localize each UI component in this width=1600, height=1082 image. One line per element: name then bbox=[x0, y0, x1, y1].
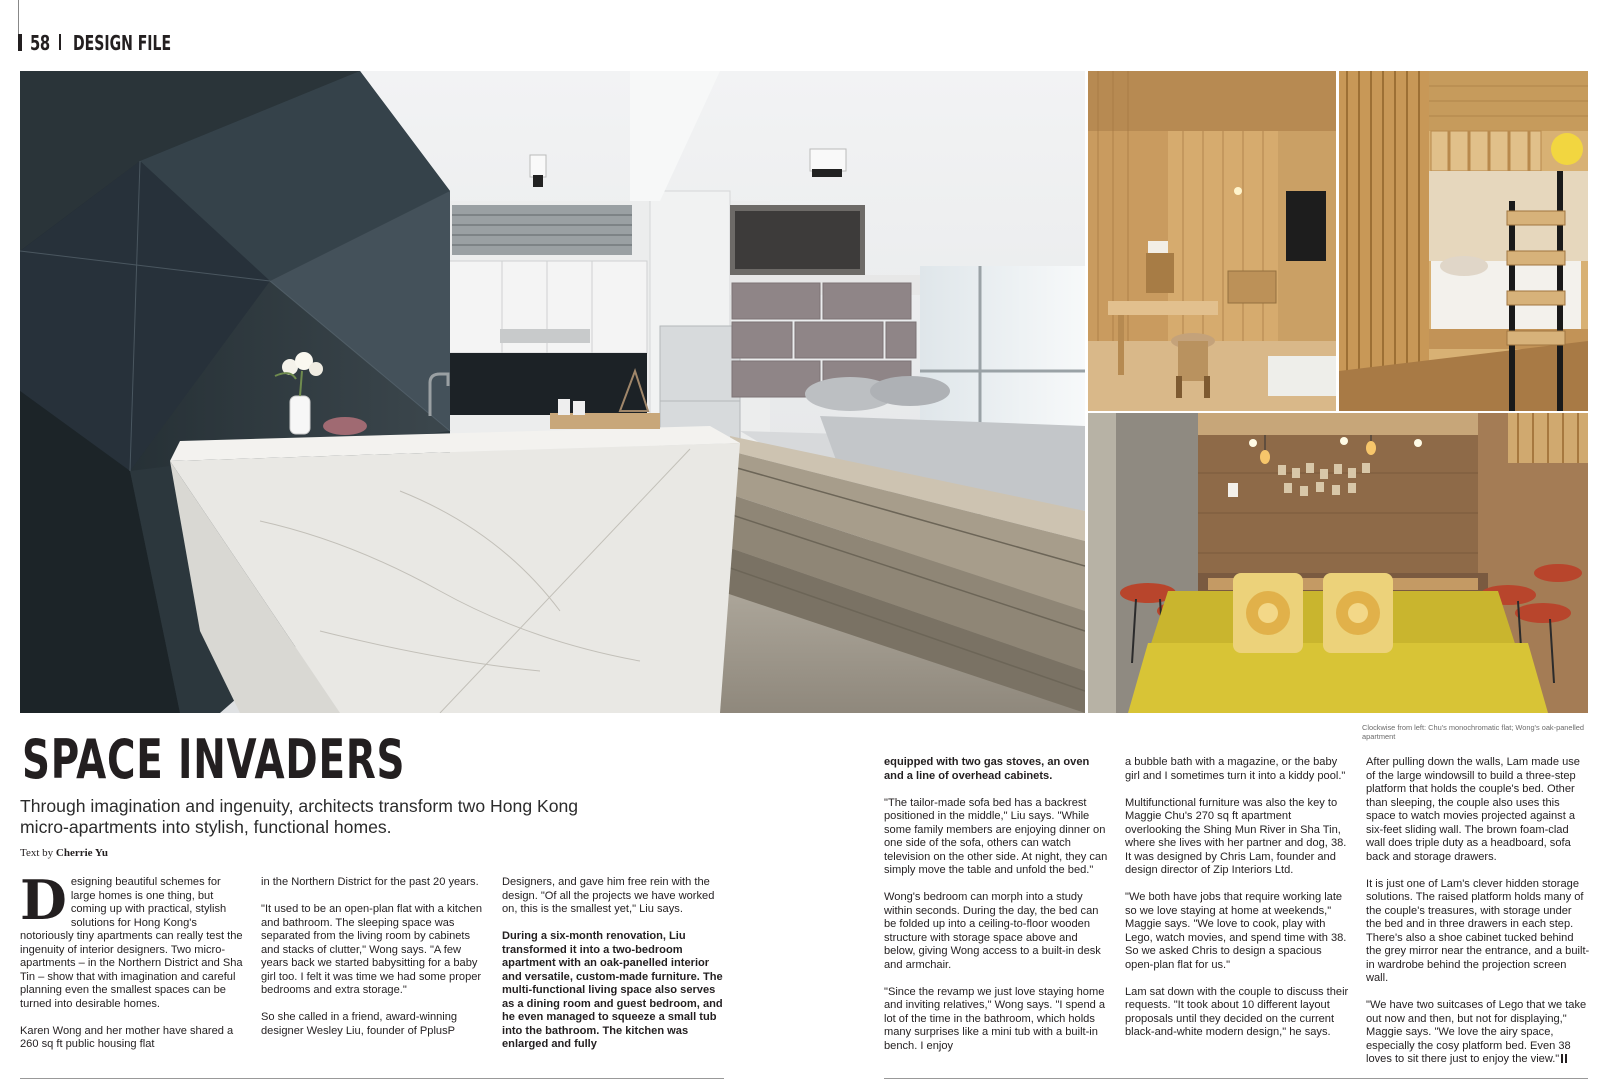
drop-cap: D bbox=[20, 868, 67, 932]
byline bbox=[20, 847, 108, 859]
body-column-1 bbox=[20, 868, 244, 1065]
body-paragraph: It is just one of Lam's clever hidden storage solutions. The raised platform holds many of the couple's treasures, with storage under the bed and in three drawers in each step. There's also a shoe cabinet tucked behind the grey mirror near the entrance, and a built-in wardrobe behind the projection screen wall. bbox=[1366, 877, 1590, 984]
photo-oak-study-nook bbox=[1088, 71, 1336, 411]
photo-bunk-bed bbox=[1339, 71, 1588, 411]
folio-bar bbox=[18, 34, 22, 51]
body-paragraph: "It used to be an open-plan flat with a kitchen and bathroom. The sleeping space was separated from the living room by cabinets and stacks of clutter," Wong says. "A few years back we started babysitting for a baby girl too. I felt it was time we had some proper bedrooms and extra storage." bbox=[261, 903, 483, 996]
photo-oak-panelled-living-room bbox=[1088, 413, 1588, 713]
body-column-2 bbox=[261, 876, 485, 1052]
article-standfirst: Through imagination and ingenuity, architects transform two Hong Kong micro-apartments into stylish, functional homes. bbox=[20, 796, 579, 837]
body-paragraph: "We have two suitcases of Lego that we take out now and then, but not for displaying," Maggie says. "We love the airy space, especially the cosy platform bed. Even 38 loves to sit there just to enjoy the view." bbox=[1366, 999, 1587, 1065]
page-number: 58 bbox=[30, 31, 50, 55]
body-paragraph: "The tailor-made sofa bed has a backrest positioned in the middle," Liu says. "While some family members are enjoying dinner on one side of the sofa, others can watch television on the other side. At night, they can simply move the table and unfold the bed." bbox=[884, 796, 1108, 876]
bottom-rule-right bbox=[884, 1078, 1588, 1079]
byline-author: Cherrie Yu bbox=[55, 847, 108, 859]
body-paragraph: Designers, and gave him free rein with the design. "Of all the projects we have worked on, this is the smallest yet," Liu says. bbox=[502, 876, 715, 915]
body-paragraph: Karen Wong and her mother have shared a 260 sq ft public housing flat bbox=[20, 1024, 234, 1050]
body-paragraph: Lam sat down with the couple to discuss their requests. "It took about 10 different layout proposals until they decided on the current black-and-white modern design," he says. bbox=[1125, 985, 1349, 1038]
section-title: DESIGN FILE bbox=[73, 31, 172, 55]
body-paragraph: Multifunctional furniture was also the key to Maggie Chu's 270 sq ft apartment overlooking the Shing Mun River in Sha Tin, where she lives with her partner and dog, 38. It was designed by Chris Lam, founder and design director of Zip Interiors Ltd. bbox=[1125, 796, 1347, 876]
body-paragraph: "We both have jobs that require working late so we love staying at home at weekends," Maggie says. "We love to cook, play with Lego, watch movies, and spend time with 38. So we asked Chris to design a spacious open-plan flat for us." bbox=[1125, 891, 1347, 971]
photo-monochromatic-flat bbox=[20, 71, 1085, 713]
top-rule bbox=[18, 0, 19, 34]
body-paragraph: a bubble bath with a magazine, or the baby girl and I sometimes turn it into a kiddy pool." bbox=[1125, 756, 1346, 782]
end-mark-icon bbox=[1561, 1054, 1567, 1063]
body-paragraph: After pulling down the walls, Lam made use of the large windowsill to build a three-step platform that holds the couple's bed. Other than sleeping, the couple also uses this space to watch movies projected against a six-feet sliding wall. The brown foam-clad wall does triple duty as a headboard, sofa back and storage drawers. bbox=[1366, 756, 1580, 863]
body-paragraph: in the Northern District for the past 20 years. bbox=[261, 876, 479, 888]
article-headline: SPACE INVADERS bbox=[22, 728, 406, 791]
body-paragraph-bold: During a six-month renovation, Liu transformed it into a two-bedroom apartment with an oak-panelled interior and versatile, custom-made furniture. The multi-functional living space also serves as a dining room and guest bedroom, and he even managed to squeeze a small tub into the bathroom. The kitchen was enlarged and fully bbox=[502, 930, 723, 1050]
body-paragraph: Wong's bedroom can morph into a study within seconds. During the day, the bed can be folded up into a ceiling-to-floor wooden structure with storage space above and below, giving Wong access to a built-in desk and armchair. bbox=[884, 891, 1101, 971]
body-paragraph-bold: equipped with two gas stoves, an oven and a line of overhead cabinets. bbox=[884, 756, 1090, 782]
body-paragraph: So she called in a friend, award-winning designer Wesley Liu, founder of PplusP bbox=[261, 1011, 458, 1037]
photo-caption: Clockwise from left: Chu's monochromatic flat; Wong's oak-panelled apartment bbox=[1362, 723, 1585, 741]
bottom-rule-left bbox=[20, 1078, 724, 1079]
body-column-3 bbox=[502, 876, 726, 1065]
body-column-5 bbox=[1125, 756, 1349, 1053]
body-paragraph: "Since the revamp we just love staying home and inviting relatives," Wong says. "I spend a lot of the time in the bathroom, which holds many surprises like a mini tub with a built-in bench. I enjoy bbox=[884, 985, 1106, 1052]
byline-prefix: Text by bbox=[20, 847, 54, 859]
body-paragraph: Designing beautiful schemes for large homes is one thing, but coming up with practical, stylish solutions for Hong Kong's notoriously tiny apartments can really test the ingenuity of interior designers. Two micro-apartments – in the Northern District and Sha Tin – show that with imagination and careful planning even the smallest spaces can be turned into desirable homes. bbox=[20, 868, 243, 1010]
body-column-6 bbox=[1366, 756, 1590, 1080]
header-separator bbox=[59, 34, 61, 50]
body-column-4 bbox=[884, 756, 1108, 1067]
